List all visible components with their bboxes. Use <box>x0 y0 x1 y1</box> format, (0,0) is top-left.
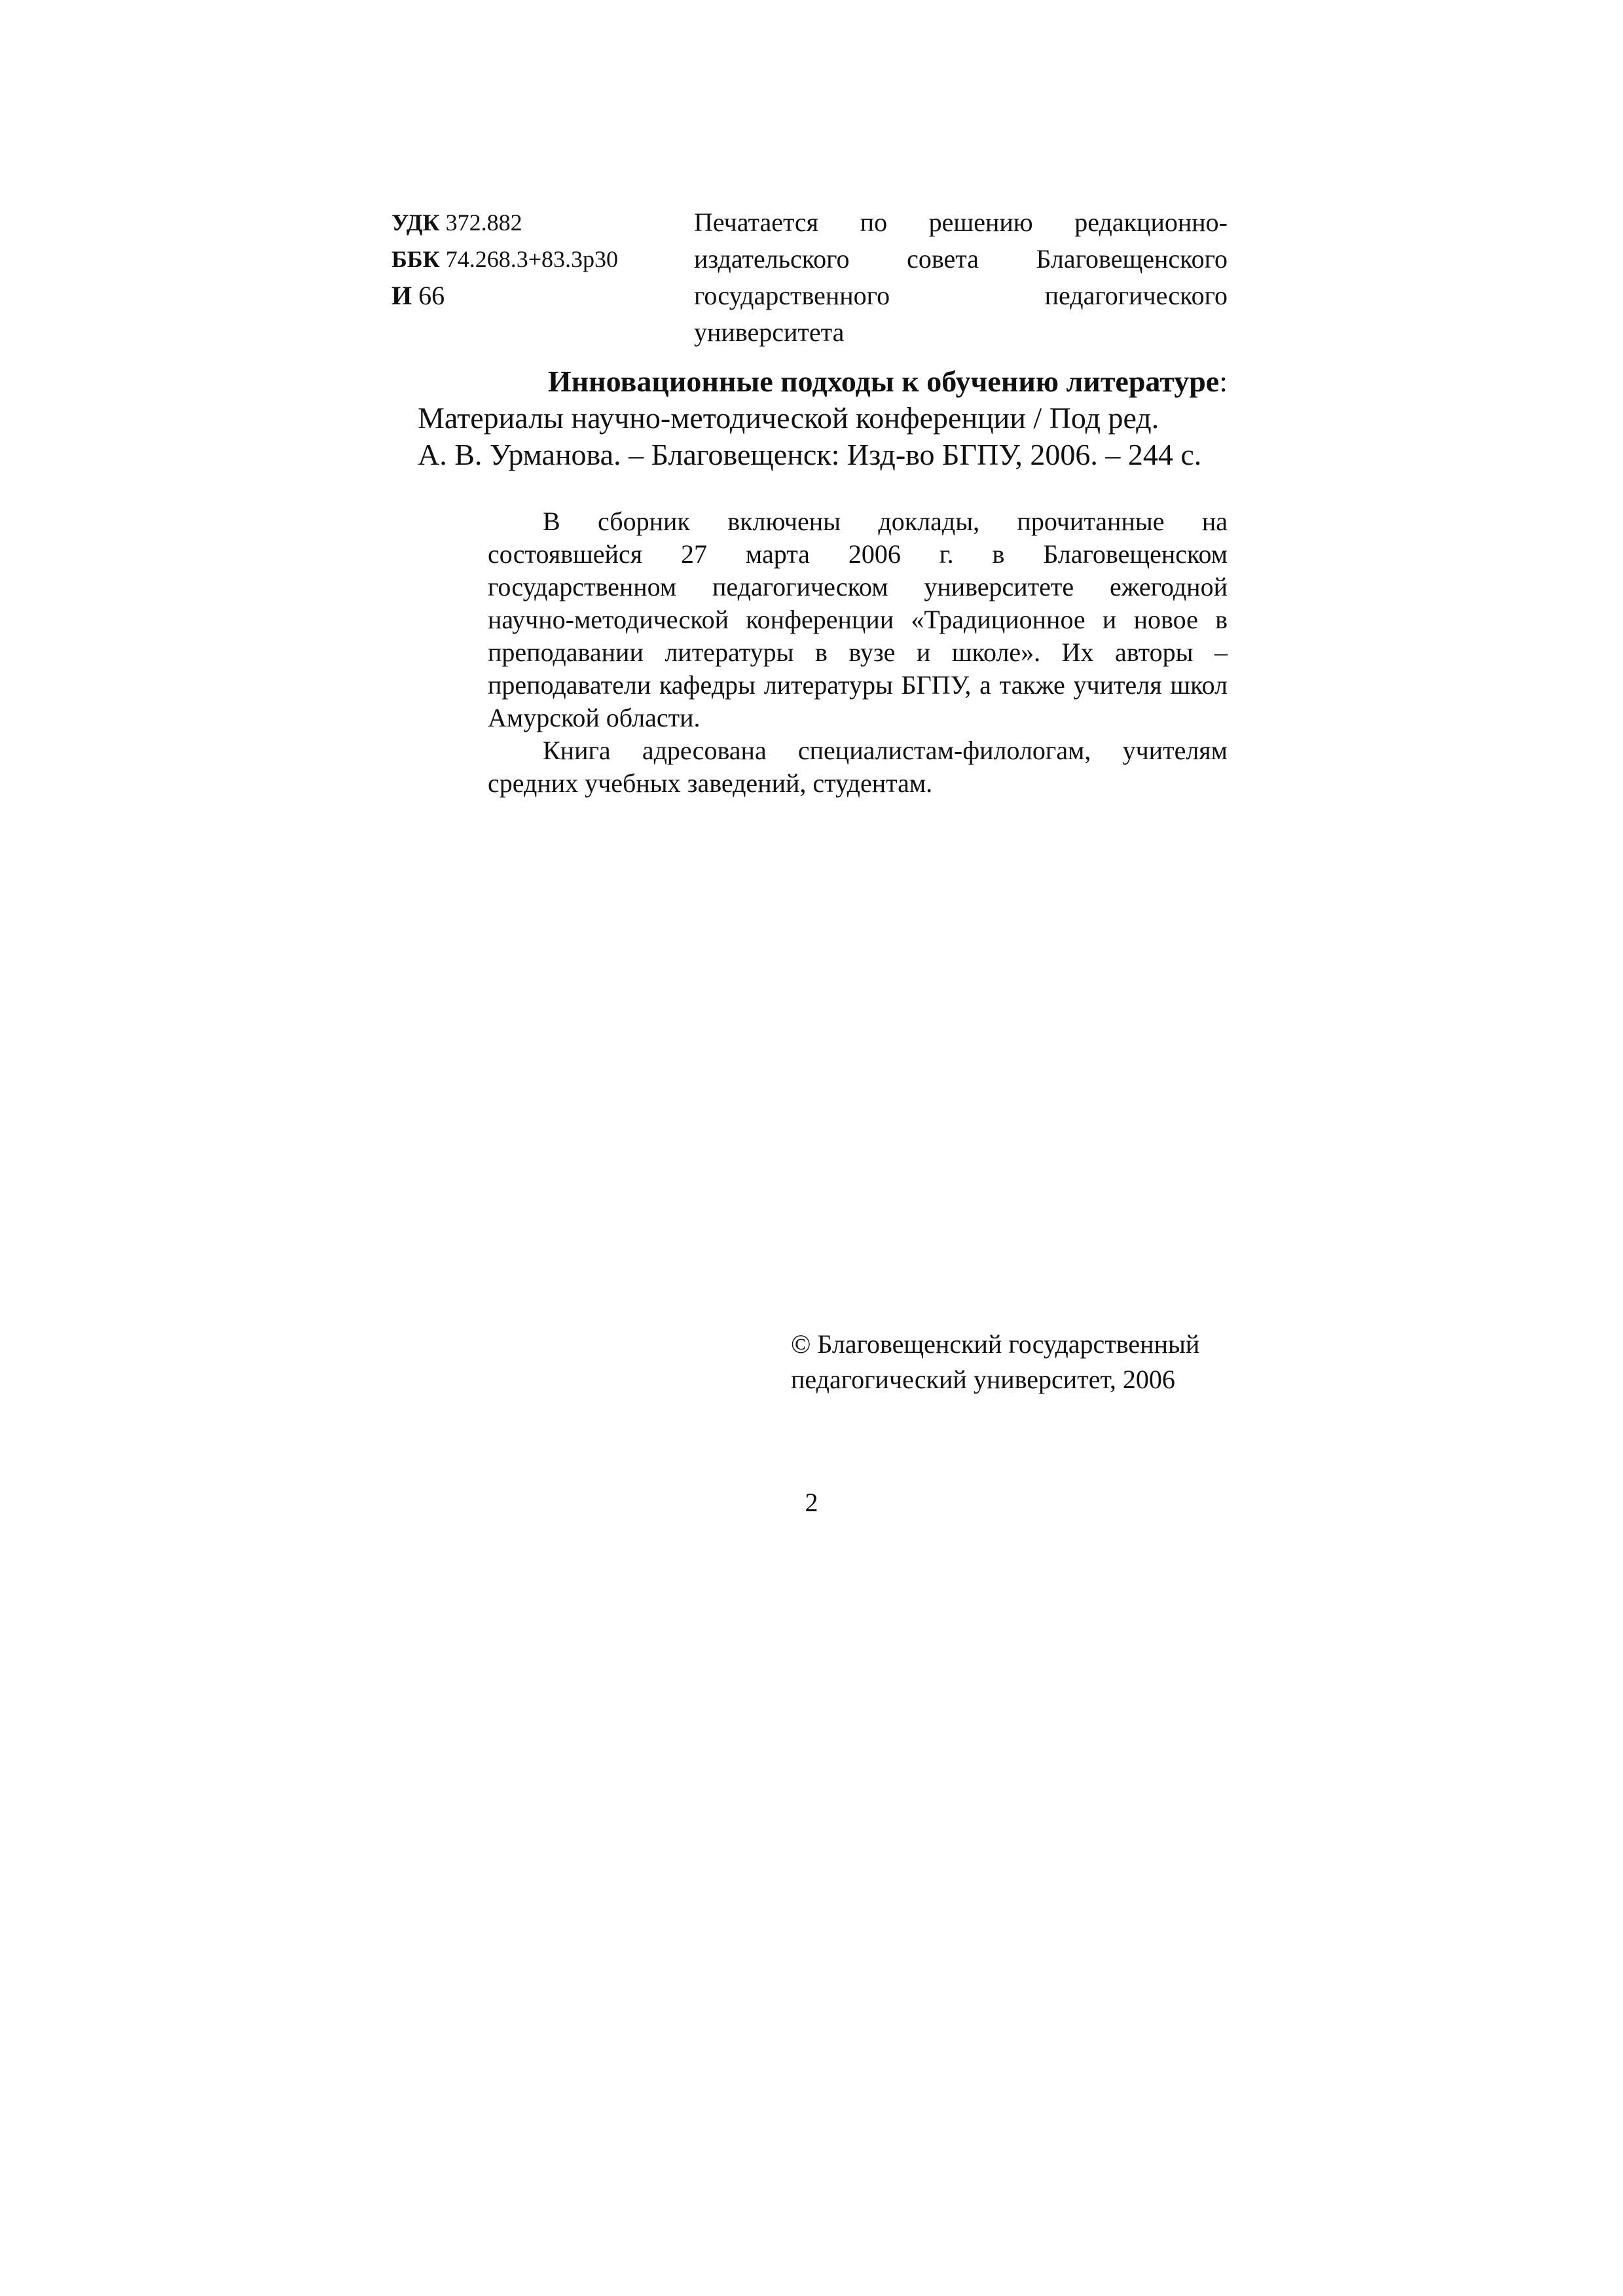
author-mark-value: 66 <box>418 281 445 310</box>
udk-value: 372.882 <box>445 209 522 236</box>
page-number: 2 <box>805 1488 818 1517</box>
udk-row <box>392 204 666 241</box>
publication-decision: Печатается по решению редакционно-издательского совета Благовещенского государственного педагогического университета <box>694 207 1228 347</box>
bbk-value: 74.268.3+83.3р30 <box>445 246 619 272</box>
annotation-paragraph-1: В сборник включены доклады, прочитанные на состоявшейся 27 марта 2006 г. в Благовещенском государственном педагогическом университете ежегодной научно-методической конференции «Традиционное и новое в преподавании литературы в вузе и школе». Их авторы – преподаватели кафедры литературы БГПУ, а также учителя школ Амурской области. <box>488 507 1228 732</box>
annotation-paragraph-2: Книга адресована специалистам-филологам, учителям средних учебных заведений, студентам. <box>488 736 1228 798</box>
annotation <box>488 505 1228 800</box>
copyright-notice <box>791 1327 1249 1397</box>
copyright-line-2: педагогический университет, 2006 <box>791 1365 1175 1394</box>
bbk-row <box>392 241 666 278</box>
bibliographic-entry <box>418 363 1228 473</box>
bbk-label: ББК <box>392 246 440 272</box>
bibliographic-title-line <box>418 363 1228 400</box>
author-mark-label: И <box>392 281 412 310</box>
book-title: Инновационные подходы к обучению литературе <box>547 365 1220 398</box>
copyright-line-1: © Благовещенский государственный <box>791 1329 1200 1359</box>
udk-label: УДК <box>392 209 440 236</box>
author-mark-row <box>392 278 666 314</box>
bibliographic-line-2: Материалы научно-методической конференции / Под ред. <box>418 401 1159 435</box>
book-title-suffix: : <box>1219 365 1228 398</box>
classification-codes <box>392 204 666 314</box>
bibliographic-line-3: А. В. Урманова. – Благовещенск: Изд-во БГПУ, 2006. – 244 с. <box>418 438 1202 471</box>
